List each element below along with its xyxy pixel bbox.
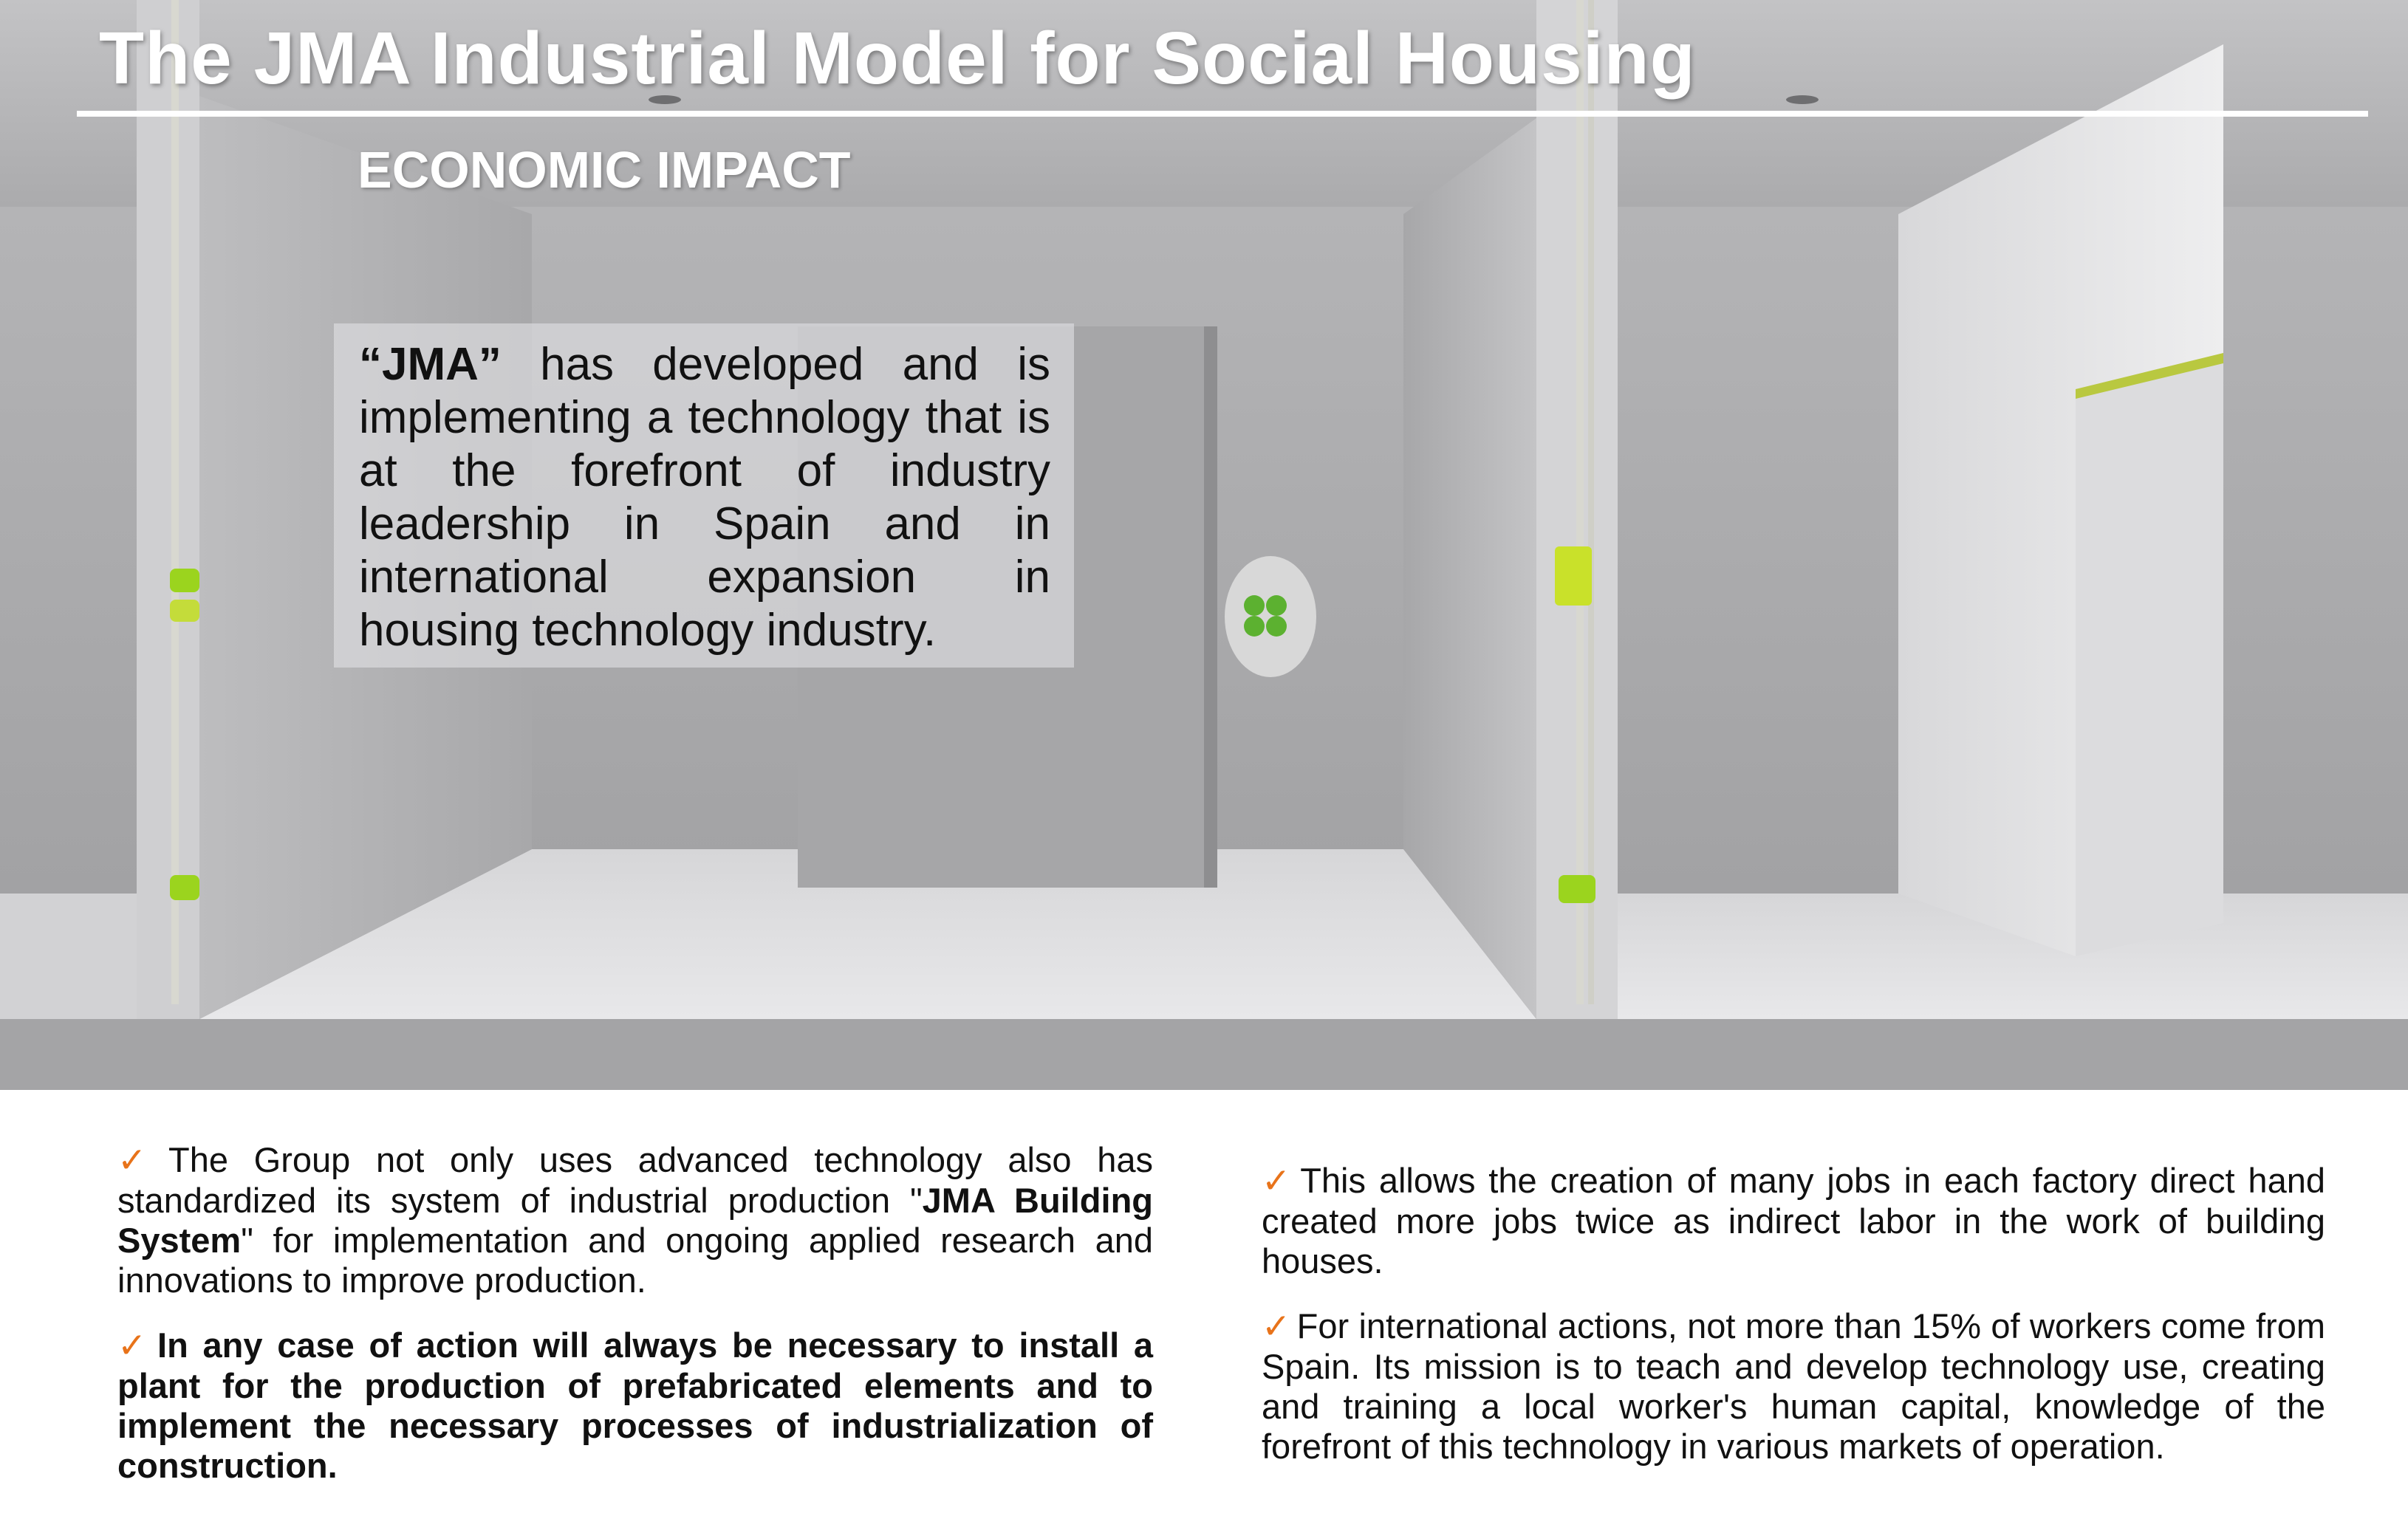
checkmark-icon: ✓ bbox=[117, 1325, 152, 1366]
callout-body: has developed and is implementing a technology that is at the forefront of industry leadership in Spain and in international expansion in housing technology industry. bbox=[359, 339, 1050, 656]
left-paragraph-2 bbox=[117, 1325, 1153, 1486]
checkmark-icon: ✓ bbox=[1262, 1161, 1295, 1201]
right-paragraph-1 bbox=[1262, 1161, 2325, 1281]
right-paragraph-2 bbox=[1262, 1306, 2325, 1467]
left-p1-bold: JMA Building System bbox=[117, 1181, 1153, 1260]
left-column bbox=[117, 1140, 1153, 1511]
checkmark-icon: ✓ bbox=[117, 1140, 163, 1181]
left-p1-post: " for implementation and ongoing applied research and innovations to improve production. bbox=[117, 1221, 1153, 1300]
left-p1-pre: The Group not only uses advanced technology also has standardized its system of industrial production " bbox=[117, 1140, 1153, 1220]
checkmark-icon: ✓ bbox=[1262, 1306, 1291, 1347]
left-p2-text: In any case of action will always be necessary to install a plant for the production of prefabricated elements and to implement the necessary processes of industrialization of construction. bbox=[117, 1325, 1153, 1485]
page-title: The JMA Industrial Model for Social Housing bbox=[99, 17, 1696, 100]
left-paragraph-1 bbox=[117, 1140, 1153, 1300]
callout-brand: “JMA” bbox=[359, 339, 502, 390]
section-subtitle: ECONOMIC IMPACT bbox=[358, 141, 851, 199]
right-column bbox=[1262, 1161, 2325, 1492]
title-divider bbox=[77, 111, 2368, 117]
callout-box bbox=[334, 323, 1074, 668]
callout-text bbox=[359, 338, 1050, 657]
right-p1-text: This allows the creation of many jobs in each factory direct hand created more jobs twice as indirect labor in the work of building houses. bbox=[1262, 1161, 2325, 1280]
right-p2-text: For international actions, not more than 15% of workers come from Spain. Its mission is to teach and develop technology use, creating and training a local worker's human capital, knowledge of the forefront of this technology in various markets of operation. bbox=[1262, 1306, 2325, 1466]
